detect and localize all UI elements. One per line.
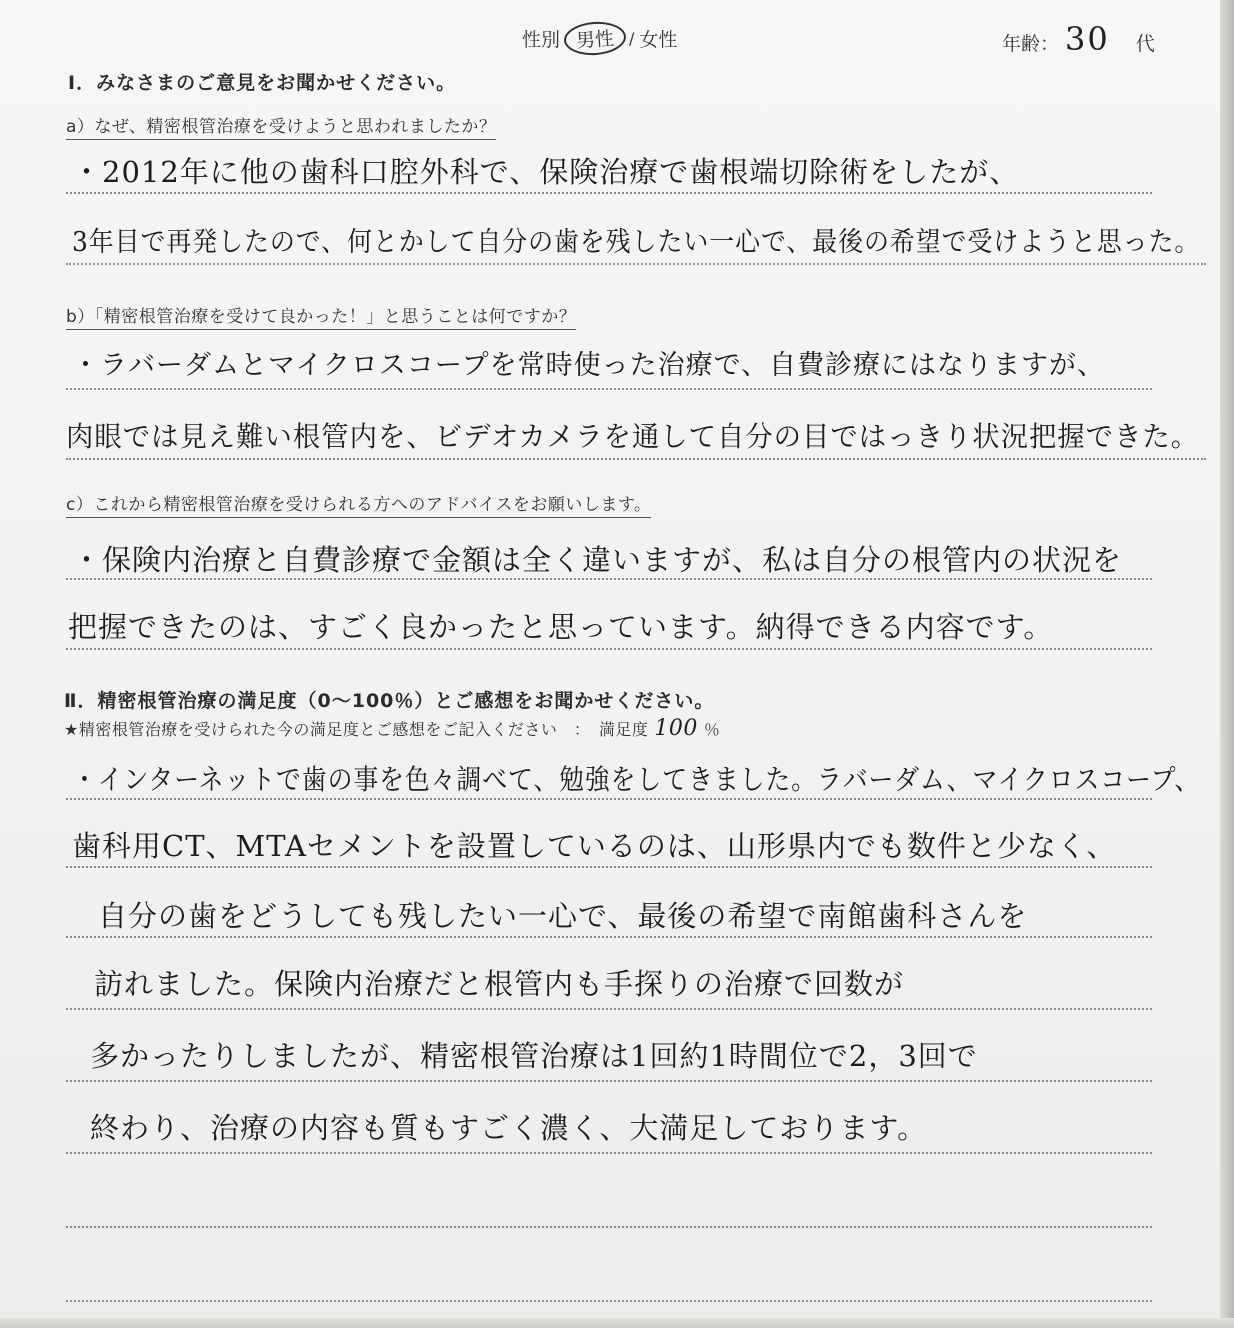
- age-suffix: 代: [1135, 33, 1155, 55]
- gender-field: [522, 22, 679, 55]
- ruled-line: [66, 798, 1152, 800]
- answer-2-line-3: 自分の歯をどうしても残したい一心で、最後の希望で南館歯科さんを: [98, 899, 1028, 933]
- ruled-line: [66, 458, 1206, 460]
- satisfaction-unit: ％: [703, 720, 721, 739]
- ruled-line: [66, 1152, 1152, 1154]
- section-2-title: Ⅱ．精密根管治療の満足度（0～100％）とご感想をお聞かせください。: [64, 690, 715, 712]
- ruled-line: [66, 1008, 1152, 1010]
- ruled-line: [66, 192, 1152, 194]
- paper-edge-bottom: [0, 1318, 1234, 1328]
- ruled-line: [66, 866, 1152, 868]
- ruled-line: [66, 388, 1152, 390]
- age-value-handwritten: 30: [1065, 20, 1110, 58]
- ruled-line: [66, 936, 1152, 938]
- question-c-label: c）これから精密根管治療を受けられる方へのアドバイスをお願いします。: [66, 490, 651, 518]
- gender-option-male-circled: 男性: [563, 20, 627, 57]
- answer-b-line-2: 肉眼では見え難い根管内を、ビデオカメラを通して自分の目ではっきり状況把握できた。: [66, 420, 1200, 453]
- answer-2-line-4: 訪れました。保険内治療だと根管内も手探りの治療で回数が: [94, 967, 905, 1001]
- answer-a-line-2: 3年目で再発したので、何とかして自分の歯を残したい一心で、最後の希望で受けようと思った。: [72, 227, 1201, 258]
- gender-label: 性別: [522, 29, 561, 51]
- answer-2-line-6: 終わり、治療の内容も質もすごく濃く、大満足しております。: [90, 1111, 928, 1145]
- section-1-title: Ⅰ．みなさまのご意見をお聞かせください。: [68, 72, 457, 94]
- answer-a-line-1: ・2012年に他の歯科口腔外科で、保険治療で歯根端切除術をしたが、: [72, 155, 1020, 189]
- answer-c-line-1: ・保険内治療と自費診療で金額は全く違いますが、私は自分の根管内の状況を: [72, 543, 1123, 577]
- satisfaction-note: [64, 716, 720, 741]
- question-b-label: b）「精密根管治療を受けて良かった！」と思うことは何ですか？: [66, 302, 576, 330]
- ruled-line: [66, 1226, 1152, 1228]
- answer-2-line-1: ・インターネットで歯の事を色々調べて、勉強をしてきました。ラバーダム、マイクロスコープ、: [72, 763, 1201, 796]
- answer-2-line-2: 歯科用CT、MTAセメントを設置しているのは、山形県内でも数件と少なく、: [72, 829, 1117, 863]
- question-a-label: a）なぜ、精密根管治療を受けようと思われましたか？: [66, 112, 496, 140]
- age-field: [1002, 20, 1155, 58]
- satisfaction-value-handwritten: 100: [654, 716, 698, 741]
- gender-separator: /: [629, 29, 635, 48]
- answer-c-line-2: 把握できたのは、すごく良かったと思っています。納得できる内容です。: [68, 610, 1054, 644]
- ruled-line: [66, 578, 1152, 580]
- satisfaction-note-text: ★精密根管治療を受けられた今の満足度とご感想をご記入ください ： 満足度: [64, 720, 649, 739]
- ruled-line: [66, 1080, 1152, 1082]
- ruled-line: [66, 263, 1206, 265]
- answer-2-line-5: 多かったりしましたが、精密根管治療は1回約1時間位で2，3回で: [90, 1039, 978, 1073]
- ruled-line: [66, 648, 1152, 650]
- age-label: 年齢：: [1002, 33, 1060, 55]
- paper-edge-right: [1220, 0, 1234, 1328]
- ruled-line: [66, 1300, 1152, 1302]
- gender-option-female: 女性: [639, 29, 678, 51]
- answer-b-line-1: ・ラバーダムとマイクロスコープを常時使った治療で、自費診療にはなりますが、: [72, 350, 1106, 381]
